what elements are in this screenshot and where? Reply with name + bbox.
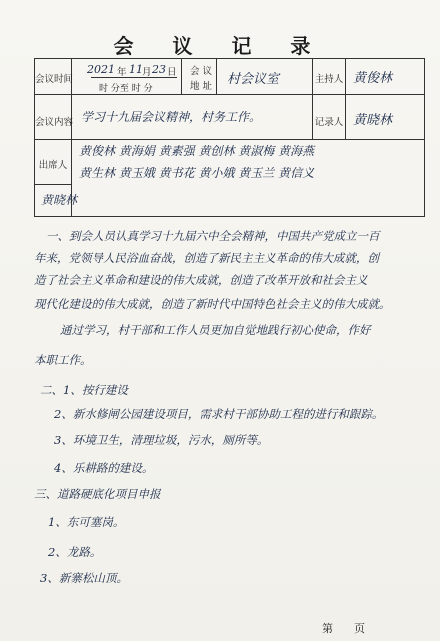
page-number-prefix: 第 [322, 622, 333, 635]
month-label: 月 [142, 67, 152, 78]
table-divider [35, 94, 424, 95]
meeting-day: 23 [152, 63, 166, 76]
body-line: 4、乐耕路的建设。 [54, 461, 154, 475]
recorder-label: 记录人 [314, 117, 344, 128]
body-line: 三、道路硬底化项目申报 [34, 487, 161, 501]
body-line: 通过学习，村干部和工作人员更加自觉地践行初心使命，作好 [60, 323, 371, 337]
table-divider [345, 59, 346, 139]
location-label-bottom: 地 址 [190, 81, 213, 92]
body-line: 3、新寨松山顶。 [40, 571, 128, 585]
day-label: 日 [167, 67, 177, 78]
body-line: 二、1、按行建设 [40, 383, 128, 397]
attendees-label: 出席人 [38, 160, 68, 171]
table-divider [216, 59, 217, 94]
meeting-time-label: 会议时间 [35, 74, 74, 85]
attendee-line: 黄晓林 [41, 193, 78, 207]
body-line: 年来，党领导人民浴血奋战，创造了新民主主义革命的伟大成就，创 [34, 251, 379, 265]
body-line: 造了社会主义革命和建设的伟大成就，创造了改革开放和社会主义 [34, 273, 368, 287]
meeting-month: 11 [129, 63, 143, 76]
time-range-label: 时 分至 时 分 [99, 84, 153, 94]
body-line: 本职工作。 [34, 353, 92, 367]
meeting-year: 2021 [87, 63, 115, 76]
location-label-top: 会 议 [190, 66, 213, 77]
body-line: 现代化建设的伟大成就，创造了新时代中国特色社会主义的伟大成就。 [34, 297, 391, 311]
meeting-content: 学习十九届会议精神，村务工作。 [81, 110, 262, 124]
meeting-recorder: 黄晓林 [353, 113, 393, 128]
meeting-info-table [34, 58, 425, 217]
table-divider [181, 59, 182, 94]
body-line: 2、龙路。 [48, 545, 102, 559]
attendee-line: 黄俊林 黄海娟 黄素强 黄创林 黄淑梅 黄海燕 [79, 144, 315, 158]
meeting-location: 村会议室 [227, 72, 280, 87]
year-label: 年 [117, 67, 127, 78]
body-line: 3、环境卫生，清理垃圾，污水，厕所等。 [54, 433, 269, 447]
body-line: 一、到会人员认真学习十九届六中全会精神，中国共产党成立一百 [46, 229, 380, 243]
body-line: 1、东可塞岗。 [48, 515, 125, 529]
page-title: 会 议 记 录 [113, 34, 327, 58]
page-number-suffix: 页 [354, 622, 365, 635]
meeting-content-label: 会议内容 [35, 117, 74, 128]
table-divider [35, 139, 424, 140]
host-label: 主持人 [314, 74, 344, 85]
attendee-line: 黄生林 黄玉娥 黄书花 黄小娥 黄玉兰 黄信义 [79, 166, 315, 180]
table-divider [35, 184, 71, 185]
body-line: 2、新水修闸公园建设项目，需求村干部协助工程的进行和跟踪。 [54, 407, 384, 421]
table-divider [91, 77, 177, 78]
meeting-host: 黄俊林 [353, 71, 393, 86]
